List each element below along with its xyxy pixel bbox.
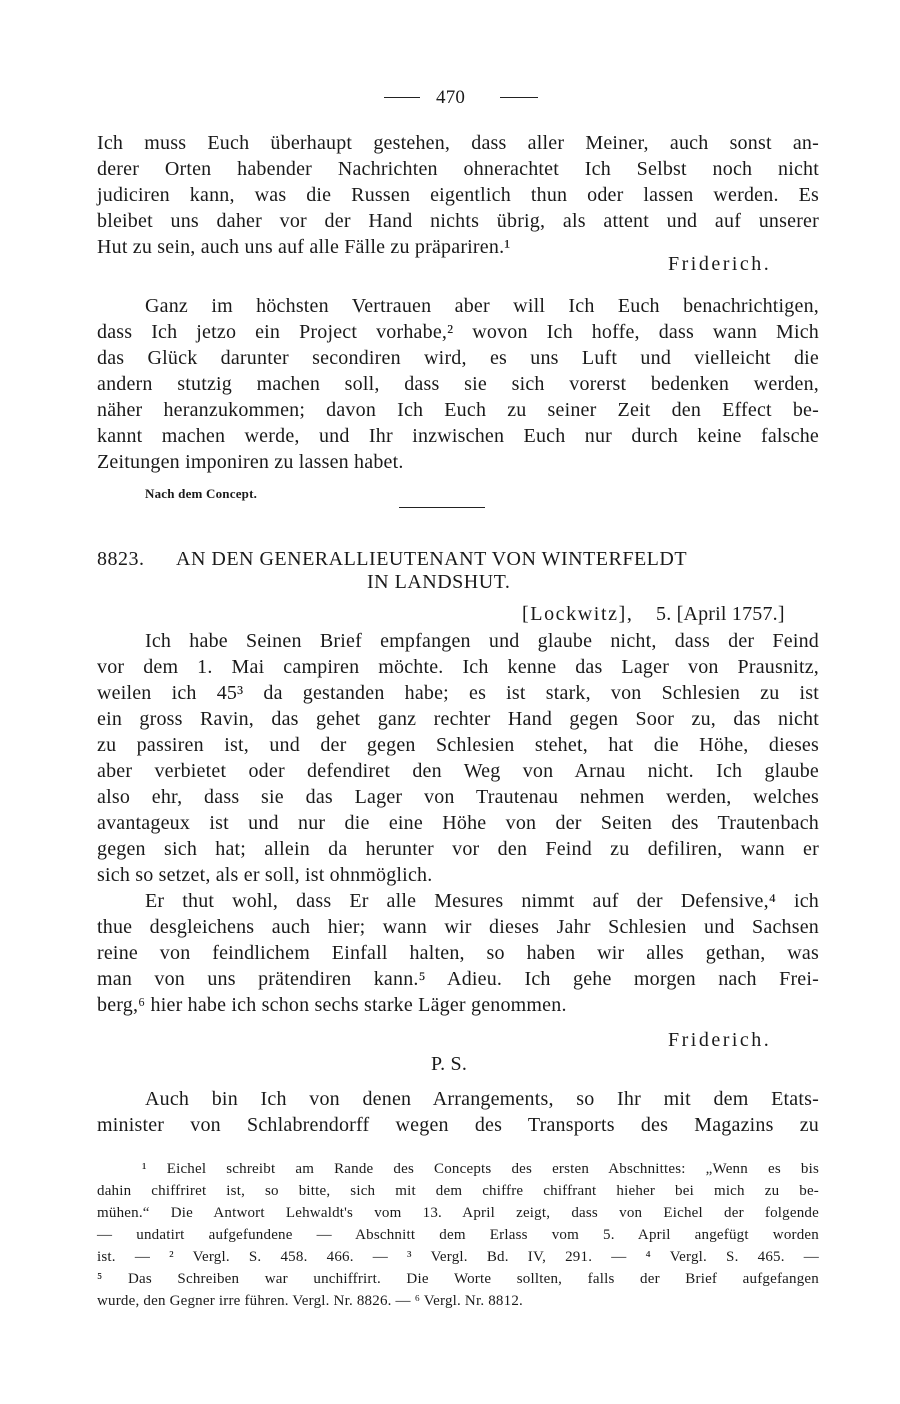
ps-label: P. S. (431, 1053, 468, 1075)
footnote-line: ¹ Eichel schreibt am Rande des Concepts des ersten Abschnittes: „Wenn es bis (142, 1161, 819, 1177)
text-line: also ehr, dass sie das Lager von Trautenau nehmen werden, welches (97, 786, 819, 808)
signature: Friderich. (668, 253, 772, 275)
source-note: Nach dem Concept. (145, 486, 258, 501)
text-line: bleibet uns daher vor der Hand nichts übrig, als attent und auf unserer (97, 210, 819, 232)
signature: Friderich. (668, 1029, 772, 1051)
footnote-line: wurde, den Gegner irre führen. Vergl. Nr. 8826. — ⁶ Vergl. Nr. 8812. (97, 1293, 523, 1309)
page-number: 470 (436, 87, 466, 108)
letter-title-cont: IN LANDSHUT. (367, 571, 511, 593)
footnote-line: — undatirt aufgefundene — Abschnitt dem Erlass vom 5. April angefügt worden (97, 1227, 819, 1243)
text-line: Ganz im höchsten Vertrauen aber will Ich Euch benachrichtigen, (145, 295, 819, 317)
text-line: thue desgleichens auch hier; wann wir dieses Jahr Schlesien und Sachsen (97, 916, 819, 938)
text-line: Hut zu sein, auch uns auf alle Fälle zu präpariren.¹ (97, 236, 511, 258)
text-line: reine von feindlichem Einfall halten, so haben wir alles gethan, was (97, 942, 819, 964)
header-rule-right (500, 97, 538, 98)
text-line: zu passiren ist, und der gegen Schlesien stehet, hat die Höhe, dieses (97, 734, 819, 756)
text-line: andern stutzig machen soll, dass sie sich vorerst bedenken werden, (97, 373, 819, 395)
text-line: Er thut wohl, dass Er alle Mesures nimmt auf der Defensive,⁴ ich (145, 890, 819, 912)
text-line: Ich habe Seinen Brief empfangen und glaube nicht, dass der Feind (145, 630, 819, 652)
text-line: gegen sich hat; allein da herunter vor den Feind zu defiliren, wann er (97, 838, 819, 860)
text-line: derer Orten habender Nachrichten ohnerachtet Ich Selbst noch nicht (97, 158, 819, 180)
text-line: sich so setzet, als er soll, ist ohnmöglich. (97, 864, 433, 886)
footnote-line: ist. — ² Vergl. S. 458. 466. — ³ Vergl. Bd. IV, 291. — ⁴ Vergl. S. 465. — (97, 1249, 819, 1265)
text-line: man von uns prätendiren kann.⁵ Adieu. Ich gehe morgen nach Frei- (97, 968, 819, 990)
letter-place: [Lockwitz], (522, 603, 634, 625)
text-line: kannt machen werde, und Ihr inzwischen Euch nur durch keine falsche (97, 425, 819, 447)
text-line: ein gross Ravin, das gehet ganz rechter Hand gegen Soor zu, das nicht (97, 708, 819, 730)
text-line: aber verbietet oder defendiret den Weg von Arnau nicht. Ich glaube (97, 760, 819, 782)
text-line: weilen ich 45³ da gestanden habe; es ist stark, von Schlesien zu ist (97, 682, 819, 704)
text-line: Zeitungen imponiren zu lassen habet. (97, 451, 404, 473)
text-line: näher heranzukommen; davon Ich Euch zu seiner Zeit den Effect be- (97, 399, 819, 421)
section-divider (399, 507, 485, 508)
header-rule-left (384, 97, 420, 98)
footnote-line: mühen.“ Die Antwort Lehwaldt's vom 13. April zeigt, dass von Eichel der folgende (97, 1205, 819, 1221)
letter-number: 8823. (97, 548, 145, 570)
text-line: vor dem 1. Mai campiren möchte. Ich kenne das Lager von Prausnitz, (97, 656, 819, 678)
letter-title: AN DEN GENERALLIEUTENANT VON WINTERFELDT (176, 548, 688, 570)
text-line: minister von Schlabrendorff wegen des Transports des Magazins zu (97, 1114, 819, 1136)
text-line: avantageux ist und nur die eine Höhe von der Seiten des Trautenbach (97, 812, 819, 834)
text-line: berg,⁶ hier habe ich schon sechs starke Läger genommen. (97, 994, 567, 1016)
footnote-line: ⁵ Das Schreiben war unchiffrirt. Die Worte sollten, falls der Brief aufgefangen (97, 1271, 819, 1287)
text-line: Auch bin Ich von denen Arrangements, so Ihr mit dem Etats- (145, 1088, 819, 1110)
text-line: dass Ich jetzo ein Project vorhabe,² wovon Ich hoffe, dass wann Mich (97, 321, 819, 343)
footnote-line: dahin chiffriret ist, so bitte, sich mit dem chiffre chiffrant hieher bei mich zu be- (97, 1183, 819, 1199)
text-line: Ich muss Euch überhaupt gestehen, dass aller Meiner, auch sonst an- (97, 132, 819, 154)
text-line: judiciren kann, was die Russen eigentlich thun oder lassen werden. Es (97, 184, 819, 206)
letter-date: 5. [April 1757.] (656, 603, 785, 625)
text-line: das Glück darunter secondiren wird, es uns Luft und vielleicht die (97, 347, 819, 369)
